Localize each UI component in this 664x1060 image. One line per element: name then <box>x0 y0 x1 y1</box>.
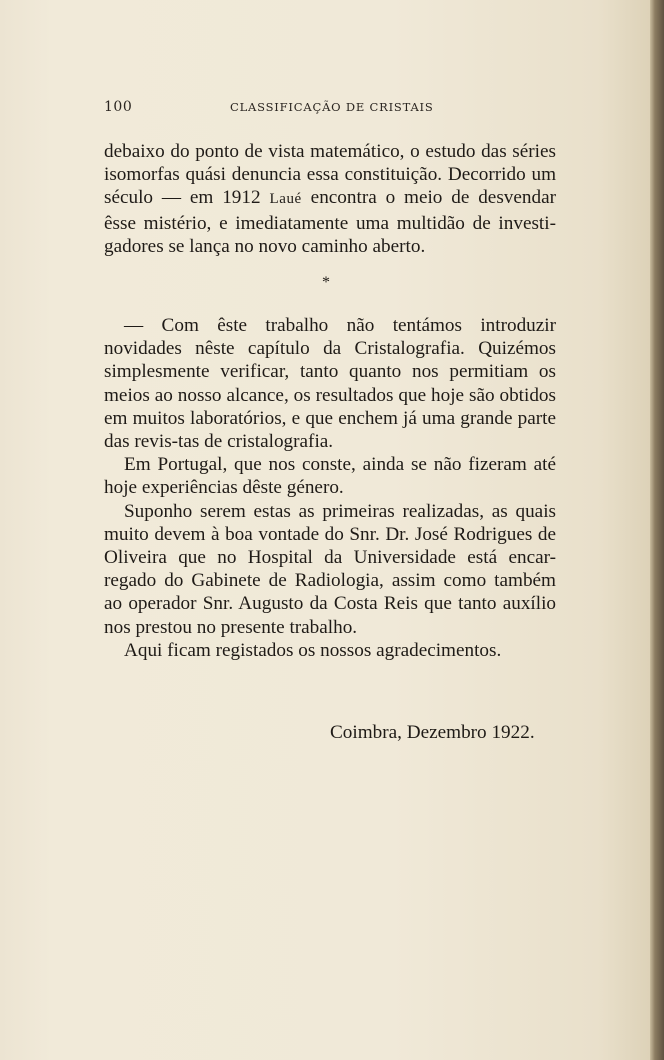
text-line: gadores se lança no novo caminho aberto. <box>104 235 426 257</box>
paragraph-5: Aqui ficam registados os nossos agradecimentos. <box>124 639 502 661</box>
page-header <box>104 99 556 119</box>
book-spine-edge <box>650 0 664 1060</box>
text-line: debaixo do ponto de vista matemático, o estudo das séries <box>104 141 556 162</box>
text-line: êsse mistério, e imediatamente uma multidão de investi- <box>104 212 556 234</box>
text-line: um século — em 1912 <box>104 164 556 209</box>
closing-section <box>104 314 556 662</box>
author-name-laue: Laué <box>269 191 302 208</box>
paragraph-4: Suponho serem estas as primeiras realizadas, as quais muito devem à boa vontade do Snr. Dr. José Rodrigues de Oliveira que no Hospital da Universidade está encar-regado do Gabinete de Radiologia, assim como também ao operador Snr. Augusto da Costa Reis que tanto auxílio nos prestou no presente trabalho. <box>104 500 556 638</box>
opening-paragraph <box>104 140 556 258</box>
paragraph-2: — Com êste trabalho não tentámos introduzir novidades nêste capítulo da Cristalografia. Quizémos simplesmente verificar, tanto quanto nos permitiam os meios ao nosso alcance, os resultados que hoje são obtidos em muitos laboratórios, e que enchem já uma grande parte das revis-tas de cristalografia. <box>104 315 556 453</box>
paragraph-3: Em Portugal, que nos conste, ainda se não fizeram até hoje experiências dêste género. <box>104 454 556 499</box>
place-and-date: Coimbra, Dezembro 1922. <box>330 722 535 743</box>
page-number: 100 <box>104 99 133 115</box>
running-title: CLASSIFICAÇÃO DE CRISTAIS <box>230 100 434 114</box>
paragraph-1 <box>104 140 556 258</box>
section-separator: * <box>322 274 330 291</box>
text-line: isomorfas quási denuncia essa constituição. Decorrido <box>104 164 526 186</box>
text-line: encontra o meio de desvendar <box>301 187 556 209</box>
